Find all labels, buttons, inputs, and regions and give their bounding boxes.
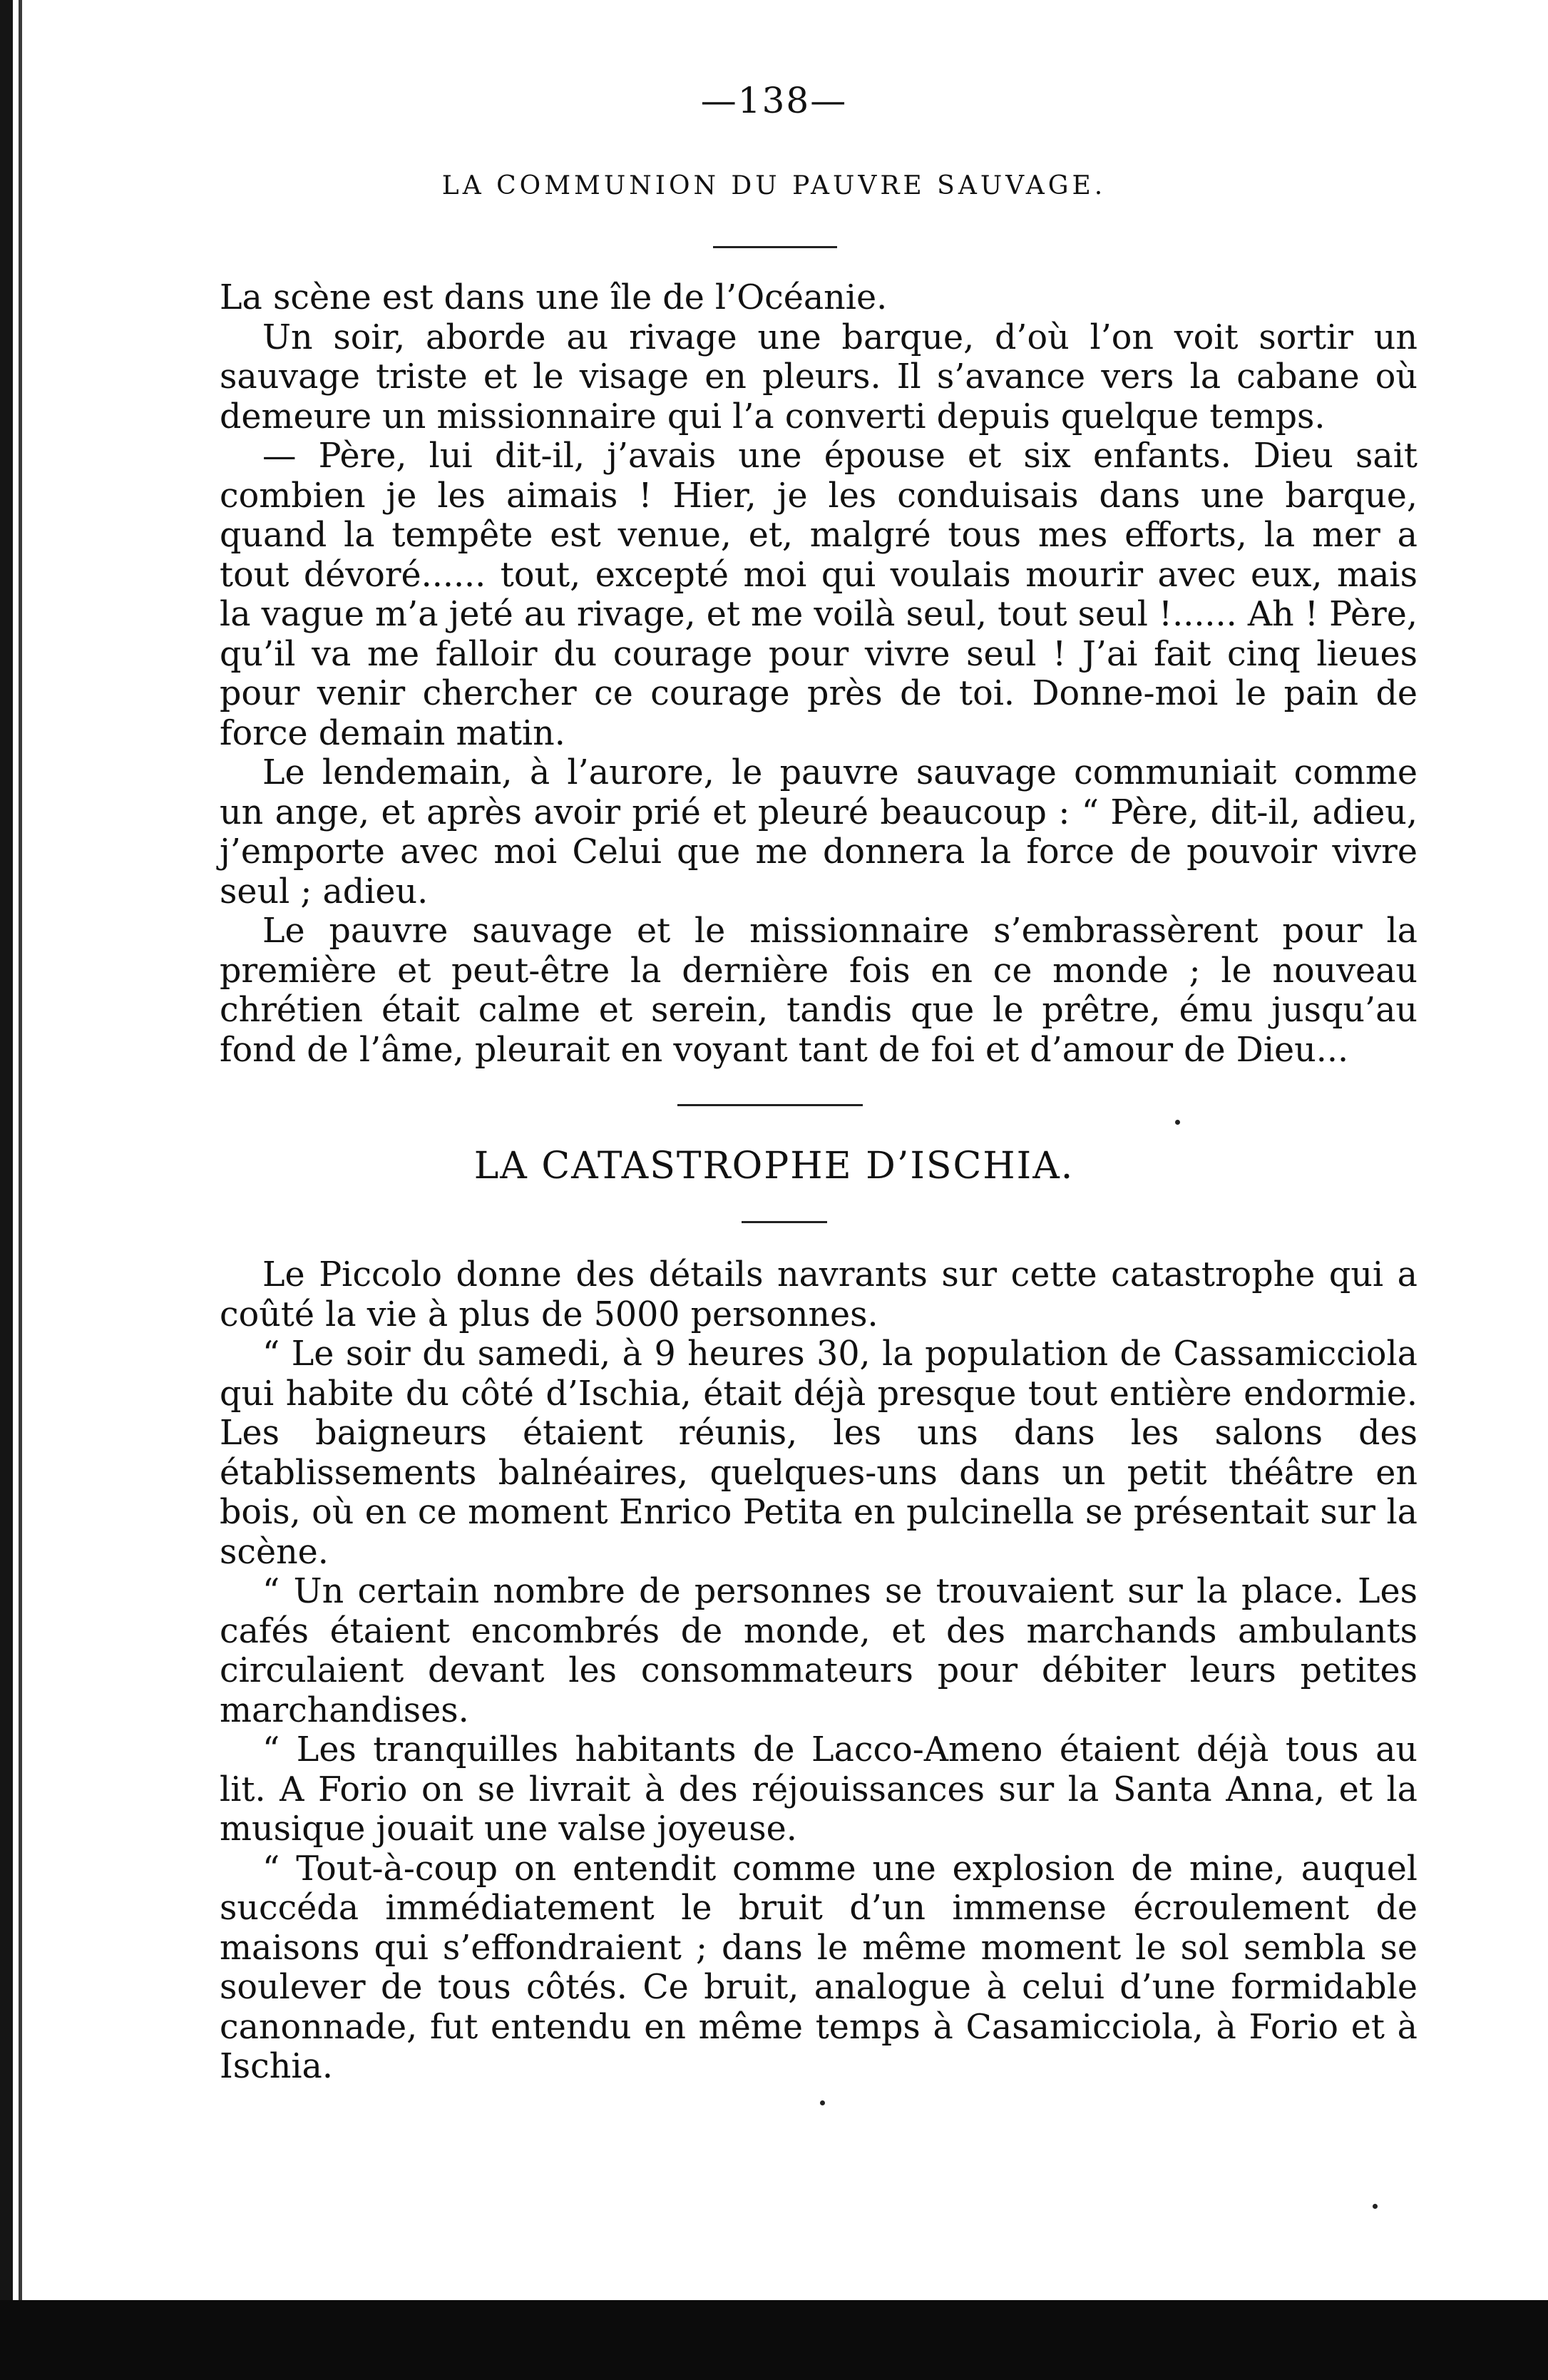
paragraph: “ Tout-à-coup on entendit comme une explosion de mine, auquel succéda immédiatement le bruit d’un immense écroulement de maisons qui s’effondraient ; dans le même moment le sol sembla se soulever de tous côtés. Ce bruit, analogue à celui d’une formidable canonnade, fut entendu en même temps à Casamicciola, à Forio et à Ischia.	[220, 1849, 1418, 2086]
scan-left-border-line	[19, 0, 22, 2380]
paragraph: La scène est dans une île de l’Océanie.	[220, 278, 888, 317]
ink-speck	[820, 2100, 825, 2105]
paragraph: Le Piccolo donne des détails navrants sur cette catastrophe qui a coûté la vie à plus de 5000 personnes.	[220, 1255, 1418, 1334]
paragraph: “ Les tranquilles habitants de Lacco-Ameno étaient déjà tous au lit. A Forio on se livrait à des réjouissances sur la Santa Anna, et la musique jouait une valse joyeuse.	[220, 1730, 1418, 1849]
section-title: LA CATASTROPHE D’ISCHIA.	[473, 1145, 1075, 1188]
page-number: —138—	[700, 80, 848, 121]
paragraph: “ Le soir du samedi, à 9 heures 30, la population de Cassamicciola qui habite du côté d’Ischia, était déjà presque tout entière endormie. Les baigneurs étaient réunis, les uns dans les salons des établissements balnéaires, quelques-uns dans un petit théâtre en bois, où en ce moment Enrico Petita en pulcinella se présentait sur la scène.	[220, 1334, 1418, 1572]
paragraph: “ Un certain nombre de personnes se trouvaient sur la place. Les cafés étaient encombrés de monde, et des marchands ambulants circulaient devant les consommateurs pour débiter leurs petites marchandises.	[220, 1572, 1418, 1730]
paragraph: Le pauvre sauvage et le missionnaire s’embrassèrent pour la première et peut-être la dernière fois en ce monde ; le nouveau chrétien était calme et serein, tandis que le prêtre, ému jusqu’au fond de l’âme, pleurait en voyant tant de foi et d’amour de Dieu...	[220, 911, 1418, 1070]
running-title: LA COMMUNION DU PAUVRE SAUVAGE.	[441, 171, 1107, 200]
article-communion	[220, 278, 1418, 1070]
section-rule-top	[677, 1104, 863, 1106]
paragraph: — Père, lui dit-il, j’avais une épouse et six enfants. Dieu sait combien je les aimais ! Hier, je les conduisais dans une barque, quand la tempête est venue, et, malgré tous mes efforts, la mer a tout dévoré...... tout, excepté moi qui voulais mourir avec eux, mais la vague m’a jeté au rivage, et me voilà seul, tout seul !...... Ah ! Père, qu’il va me falloir du courage pour vivre seul ! J’ai fait cinq lieues pour venir chercher ce courage près de toi. Donne-moi le pain de force demain matin.	[220, 436, 1418, 753]
article-ischia	[220, 1255, 1418, 2087]
scan-bottom-band	[0, 2300, 1548, 2380]
header-rule	[713, 246, 837, 248]
paragraph: Un soir, aborde au rivage une barque, d’où l’on voit sortir un sauvage triste et le visage en pleurs. Il s’avance vers la cabane où demeure un missionnaire qui l’a converti depuis quelque temps.	[220, 317, 1418, 436]
section-rule-bottom	[742, 1221, 827, 1223]
paragraph: Le lendemain, à l’aurore, le pauvre sauvage communiait comme un ange, et après avoir prié et pleuré beaucoup : “ Père, dit-il, adieu, j’emporte avec moi Celui que me donnera la force de pouvoir vivre seul ; adieu.	[220, 753, 1418, 911]
ink-speck	[1373, 2204, 1378, 2209]
ink-speck	[1175, 1120, 1180, 1125]
scan-left-border	[0, 0, 13, 2380]
